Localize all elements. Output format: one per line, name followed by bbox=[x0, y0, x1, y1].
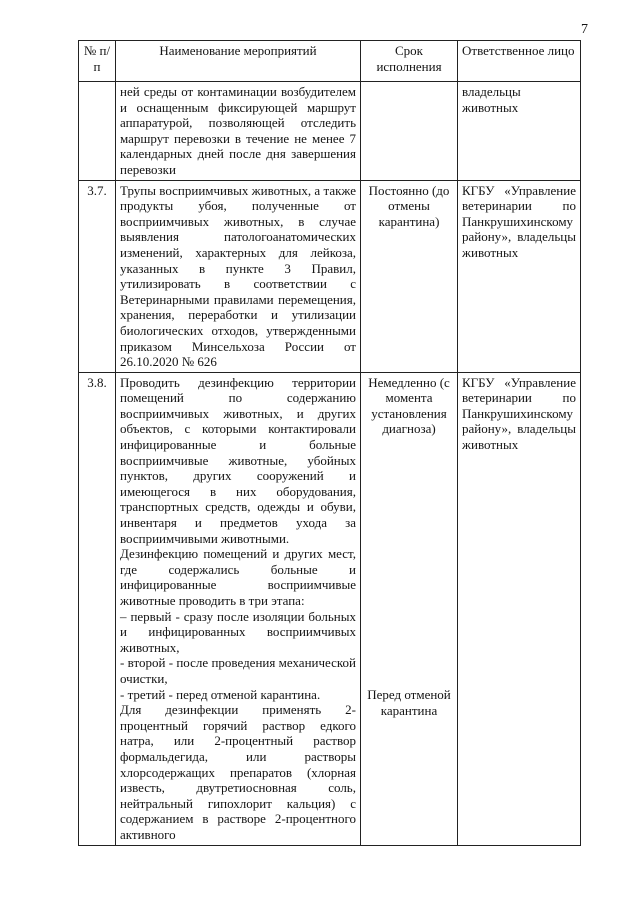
row-text: Трупы восприимчивых животных, а также продукты убоя, полученные от восприимчивых животных, в случае выявления патологоанатомических изменений, характерных для лейкоза, указанных в пункте 3 Правил, утилизировать в соответствии с Ветеринарными правилами перемещения, хранения, переработки и утилизации биологических отходов, утвержденными приказом Минсельхоза России от 26.10.2020 № 626 bbox=[116, 180, 361, 372]
row-text: ней среды от контаминации возбудителем и оснащенным фиксирующей маршрут аппаратурой, позволяющей отследить маршрут перевозки в течение не менее 7 календарных дней после дня завершения перевозки bbox=[116, 82, 361, 181]
paragraph: Дезинфекцию помещений и других мест, где содержались больные и инфицированные восприимчивые животные проводить в три этапа: bbox=[120, 546, 356, 608]
paragraph: Для дезинфекции применять 2-процентный горячий раствор едкого натра, или 2-процентный раствор формальдегида, или растворы хлорсодержащих препаратов (хлорная известь, двутретиосновная соль, нейтральный гипохлорит кальция) с содержанием в растворе 2-процентного активного bbox=[120, 702, 356, 842]
row-num bbox=[79, 82, 116, 181]
row-term: Постоянно (до отмены карантина) bbox=[361, 180, 458, 372]
row-term bbox=[361, 372, 458, 845]
spacer bbox=[365, 437, 453, 687]
paragraph: Проводить дезинфекцию территории помещений по содержанию восприимчивых животных, и других объектов, с которыми контактировали инфицированные и больные восприимчивые животные, убойных пунктов, других сооружений и имеющегося в них оборудования, транспортных средств, одежды и обуви, инвентаря и предметов ухода за восприимчивыми животными. bbox=[120, 374, 356, 546]
row-term bbox=[361, 82, 458, 181]
table-header-row bbox=[79, 41, 581, 82]
list-item: - третий - перед отменой карантина. bbox=[120, 686, 321, 702]
row-responsible: КГБУ «Управление ветеринарии по Панкрушихинскому району», владельцы животных bbox=[458, 180, 581, 372]
table-row bbox=[79, 82, 581, 181]
header-term: Срок исполнения bbox=[361, 41, 458, 82]
row-text bbox=[116, 372, 361, 845]
term-before-cancel: Перед отменой карантина bbox=[367, 687, 451, 718]
list-item: - второй - после проведения механической очистки, bbox=[120, 655, 356, 686]
table-row bbox=[79, 372, 581, 845]
header-num: № п/п bbox=[79, 41, 116, 82]
table-row bbox=[79, 180, 581, 372]
term-immediate: Немедленно (с момента установления диагноза) bbox=[368, 374, 450, 437]
list-item: – первый - сразу после изоляции больных и инфицированных восприимчивых животных, bbox=[120, 608, 356, 655]
row-responsible: КГБУ «Управление ветеринарии по Панкрушихинскому району», владельцы животных bbox=[458, 372, 581, 845]
header-responsible: Ответственное лицо bbox=[458, 41, 581, 82]
page-number: 7 bbox=[581, 22, 588, 37]
measures-table bbox=[78, 40, 581, 846]
row-num: 3.8. bbox=[79, 372, 116, 845]
row-num: 3.7. bbox=[79, 180, 116, 372]
row-responsible: владельцы животных bbox=[458, 82, 581, 181]
header-name: Наименование мероприятий bbox=[116, 41, 361, 82]
